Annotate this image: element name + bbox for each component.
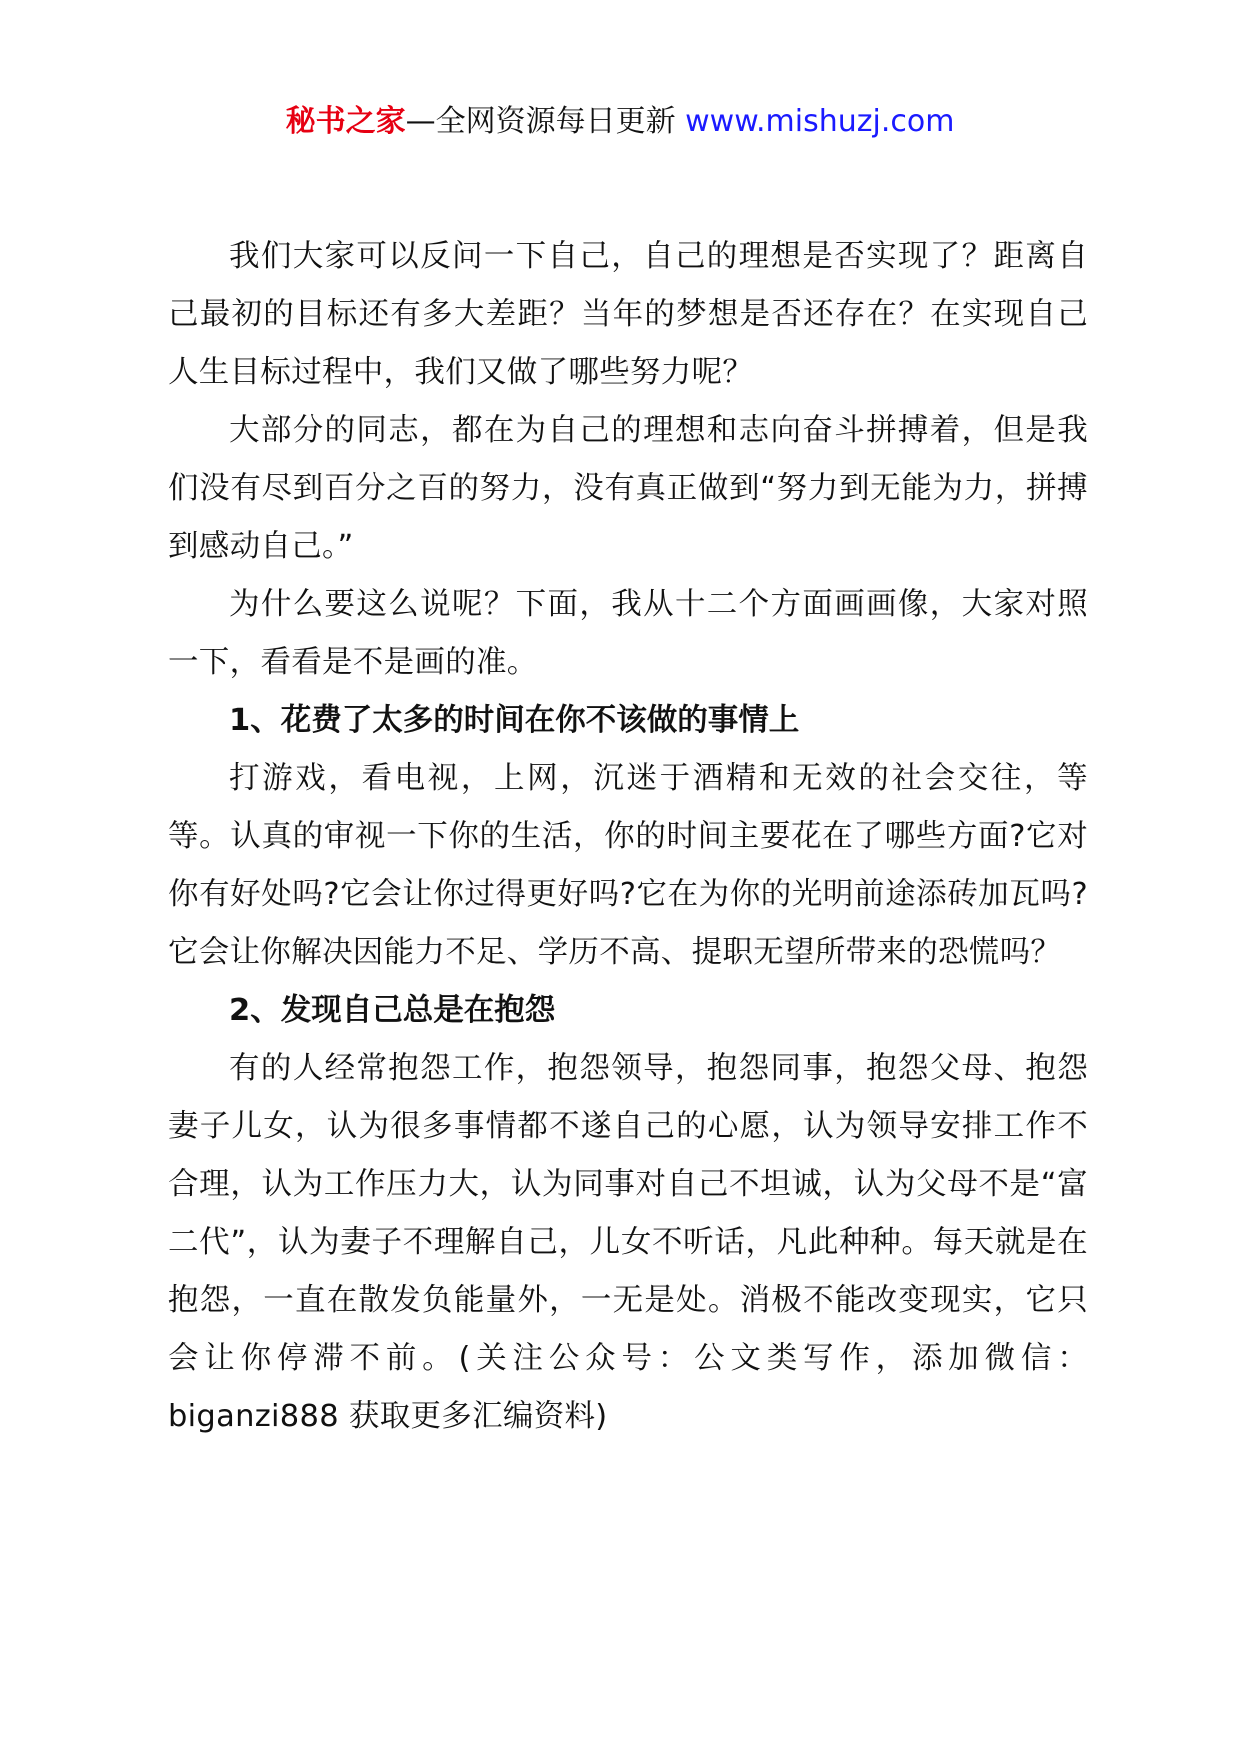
document-body bbox=[168, 228, 1088, 1446]
paragraph-complaining: 有的人经常抱怨工作，抱怨领导，抱怨同事，抱怨父母、抱怨妻子儿女，认为很多事情都不遂自己的心愿，认为领导安排工作不合理，认为工作压力大，认为同事对自己不坦诚，认为父母不是“富二代”，认为妻子不理解自己，儿女不听话，凡此种种。每天就是在抱怨，一直在散发负能量外，一无是处。消极不能改变现实，它只会让你停滞不前。(关注公众号：公文类写作，添加微信：biganzi888 获取更多汇编资料) bbox=[168, 1051, 1088, 1434]
paragraph-time-wasting: 打游戏，看电视，上网，沉迷于酒精和无效的社会交往，等等。认真的审视一下你的生活，你的时间主要花在了哪些方面?它对你有好处吗?它会让你过得更好吗?它在为你的光明前途添砖加瓦吗?它会让你解决因能力不足、学历不高、提职无望所带来的恐慌吗？ bbox=[168, 761, 1088, 970]
section-heading-2: 2、发现自己总是在抱怨 bbox=[229, 993, 556, 1028]
page-header bbox=[0, 100, 1240, 144]
paragraph-intro: 为什么要这么说呢？下面，我从十二个方面画画像，大家对照一下，看看是不是画的准。 bbox=[168, 587, 1088, 680]
paragraph-reflection: 我们大家可以反问一下自己，自己的理想是否实现了？距离自己最初的目标还有多大差距？当年的梦想是否还存在？在实现自己人生目标过程中，我们又做了哪些努力呢？ bbox=[168, 239, 1088, 390]
header-url-link[interactable]: www.mishuzj.com bbox=[685, 104, 955, 139]
section-heading-1: 1、花费了太多的时间在你不该做的事情上 bbox=[229, 703, 800, 738]
paragraph-effort: 大部分的同志，都在为自己的理想和志向奋斗拼搏着，但是我们没有尽到百分之百的努力，没有真正做到“努力到无能为力，拼搏到感动自己。” bbox=[168, 413, 1088, 564]
header-tagline: —全网资源每日更新 bbox=[405, 104, 676, 139]
brand-name: 秘书之家 bbox=[285, 104, 406, 139]
